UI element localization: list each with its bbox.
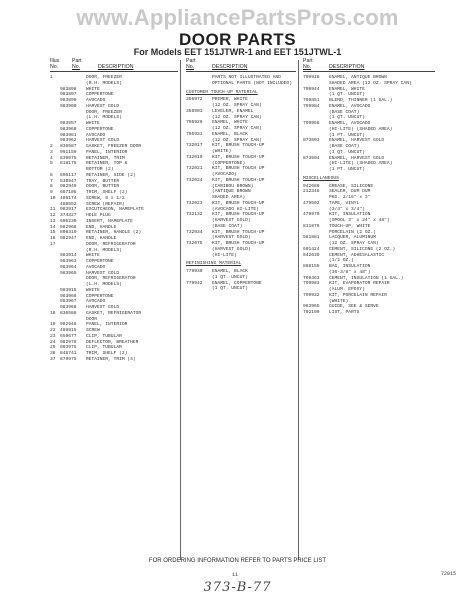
part-description: MISCELLANEOUS [303, 175, 339, 181]
page-title: DOOR PARTS [178, 30, 297, 49]
part-description: (SPOOL 3" x 24" x 48") [329, 218, 390, 223]
illus-number: 14 [50, 224, 56, 230]
part-number: 873504 [303, 155, 320, 161]
part-description: HARVEST GOLD [86, 103, 120, 109]
part-number: 879975 [60, 356, 77, 362]
part-description: KIT, EVAPORATOR REPAIR [329, 281, 390, 287]
part-description: (AVOCADO) [212, 172, 237, 177]
part-description: AVOCADO [86, 264, 106, 270]
part-number: 799983 [303, 281, 320, 287]
section-heading [186, 90, 296, 96]
column-divider [298, 60, 299, 560]
part-description: (HI-LITE) (SHADED AREA) [329, 161, 393, 167]
illus-number: 13 [50, 218, 56, 224]
part-number: 983961 [60, 132, 77, 138]
part-number: 732017 [186, 143, 203, 149]
part-description: TRIM, SHELF (2) [86, 190, 128, 195]
handwritten-note: 373-B-77 [203, 580, 272, 595]
part-number: 732034 [186, 229, 203, 235]
part-description: (R.H. MODELS) [86, 247, 122, 253]
part-description: END, HANDLE [86, 236, 117, 241]
part-description: COPPERTONE [86, 92, 114, 98]
illus-number: 36 [50, 351, 56, 356]
header-description: DESCRIPTION [329, 64, 365, 70]
part-number: 818175 [60, 161, 77, 167]
part-number: 687105 [60, 190, 77, 195]
part-row [186, 253, 296, 259]
part-number: 983957 [60, 121, 77, 126]
part-description: ENAMEL, HARVEST GOLD [329, 138, 385, 144]
part-number: 479970 [303, 212, 320, 218]
part-description: (12 OZ. SPRAY CAN) [329, 241, 379, 246]
part-description: KIT, BRUSH TOUCH-UP [212, 143, 265, 149]
parts-column-2 [186, 58, 296, 292]
part-description: (ALUM. EPOXY) [329, 287, 365, 292]
illus-number: 15 [50, 230, 56, 236]
part-description: TAPE, VINYL [329, 200, 360, 206]
part-number: 732019 [186, 154, 203, 160]
column-3-list [303, 75, 435, 316]
part-number: 799984 [303, 103, 320, 109]
part-description: (12 OZ. SPRAY CAN) [212, 126, 262, 131]
part-description: KIT, BRUSH TOUCH-UP [212, 212, 265, 218]
part-description: RETAINER, SIDE (2) [86, 172, 136, 178]
column-1-list [50, 75, 178, 363]
document-code: 72015 [441, 571, 457, 577]
part-number: 732021 [186, 166, 203, 172]
illus-number: 5 [50, 161, 53, 167]
part-description: ENAMEL, AVOCADO [329, 121, 371, 126]
part-number [186, 253, 212, 259]
part-description: TRAY, BUTTER [86, 178, 120, 184]
part-description: REFINISHING MATERIAL [186, 261, 242, 267]
part-description: ENAMEL, ANTIQUE BROWN [329, 75, 387, 80]
part-description: PORCELAIN (2 OZ.) [329, 229, 376, 235]
part-number: 983900 [60, 103, 77, 109]
header-part: Part [186, 58, 196, 64]
part-number: 732132 [186, 212, 203, 218]
part-number: 732023 [186, 200, 203, 206]
illus-number: 7 [50, 178, 53, 184]
part-number: 991159 [60, 149, 77, 155]
part-description: (1 PT. UNCUT) [329, 132, 365, 138]
part-description: CEMENT, SILICONE (2 OZ.) [329, 246, 396, 252]
part-description: DOOR, FREEZER [86, 109, 122, 115]
part-number: 982948 [60, 322, 77, 328]
column-2-header [186, 58, 296, 72]
part-description: (AVOCADO HI-LITE) [212, 206, 259, 212]
part-description: BOTTOM (2) [86, 167, 114, 172]
part-description: LACQUER, ALUMINUM [329, 235, 376, 241]
part-number: 795931 [186, 131, 203, 137]
part-description: (1 QT. UNCUT) [329, 92, 365, 98]
part-description: ENAMEL, WHITE [212, 120, 248, 126]
part-number: 982968 [60, 224, 77, 230]
part-description: KIT, BRUSH TOUCH-UP [212, 177, 265, 183]
part-number: 530947 [60, 178, 77, 184]
illus-number: 10 [50, 195, 56, 201]
part-description: (COPPERTONE) [212, 160, 246, 166]
part-number: 983967 [60, 299, 77, 305]
part-number: 799851 [303, 98, 320, 103]
header-no: No. [303, 64, 312, 70]
part-description: SCREW, 8 x 1/2 [86, 195, 125, 201]
part-description: ESCUTCHEON, NAMEPLATE [86, 207, 144, 213]
illus-number: 24 [50, 339, 56, 345]
part-description: (WHITE) [329, 298, 349, 304]
part-description: (1 QT. UNCUT) [212, 286, 248, 292]
column-1-header [50, 58, 178, 72]
part-description: PANEL, INTERIOR [86, 322, 128, 328]
part-row [186, 81, 296, 87]
part-number: 799928 [303, 75, 320, 80]
part-description: RETAINER, TRIM [86, 155, 125, 161]
part-number: 983960 [60, 126, 77, 132]
part-description: (ANTIQUE BROWN [212, 189, 251, 195]
part-description: ENAMEL, BLACK [212, 269, 248, 274]
part-description: SHADED AREA (12 OZ. SPRAY CAN) [329, 80, 412, 86]
part-description: HARVEST GOLD [86, 270, 120, 276]
part-number: 983917 [60, 207, 77, 213]
part-number: 811876 [303, 223, 320, 229]
illus-number: 37 [50, 356, 56, 362]
part-number: 873503 [303, 138, 320, 144]
part-number: 983966 [60, 293, 77, 299]
illus-number: 25 [50, 345, 56, 351]
part-number: 795929 [186, 120, 203, 126]
watermark: www.AppliancePartsPros.com [76, 5, 399, 30]
part-number: 605230 [60, 218, 77, 224]
illus-number: 18 [50, 310, 56, 316]
column-2-list [186, 75, 296, 292]
part-number: 836587 [60, 144, 77, 149]
part-description: LIST, PARTS [329, 310, 360, 315]
part-description: CUSTOMER TOUCH-UP MATERIAL [186, 89, 258, 95]
illus-number: 4 [50, 155, 53, 161]
part-number: 868155 [303, 264, 320, 269]
part-number: 836588 [60, 310, 77, 316]
part-description: END, HANDLE [86, 224, 117, 230]
part-number: 983915 [60, 287, 77, 293]
part-row [303, 167, 435, 173]
part-number: 983914 [60, 253, 77, 259]
part-description: (L.H. MODELS) [86, 282, 122, 287]
part-description: (R.H. MODELS) [86, 80, 122, 86]
header-description: DESCRIPTION [98, 64, 134, 70]
part-number: 808319 [60, 230, 77, 236]
part-description: (L.H. MODELS) [86, 115, 122, 121]
illus-number: 6 [50, 172, 53, 178]
page-subtitle: For Models EET 151JTWR-1 and EET 151JTWL-1 [133, 47, 342, 57]
part-description: GASKET, REFRIGERATOR [86, 310, 142, 316]
part-description: COPPERTONE [86, 126, 114, 132]
illus-number: 23 [50, 333, 56, 339]
part-description: OPTIONAL PARTS (NOT INCLUDED) [212, 80, 292, 86]
part-number: 601424 [303, 246, 320, 252]
part-description: DOOR, REFRIGERATOR [86, 276, 136, 282]
part-description: (HI-LITE) (SHADED AREA) [329, 126, 393, 132]
part-number: 659677 [60, 333, 77, 339]
part-number: 799955 [303, 121, 320, 126]
part-number: 982978 [60, 339, 77, 345]
part-description: SEALER, DUM DUM [329, 189, 371, 195]
part-description: HARVEST GOLD [86, 305, 120, 310]
part-description: GREASE, SILICONE [329, 183, 374, 189]
part-description: ENAMEL, BLACK [212, 131, 248, 137]
illus-number: 22 [50, 328, 56, 333]
part-description: TRIM, SHELF (2) [86, 351, 128, 356]
part-number: 983965 [303, 304, 320, 310]
part-description: PKG. 3/16" x 3" [329, 195, 371, 200]
part-description: DOOR, FREEZER [86, 75, 122, 80]
part-description: (1 PT. UNCUT) [329, 167, 365, 172]
part-number: 983963 [60, 259, 77, 264]
part-description: GASKET, FREEZER DOOR [86, 144, 142, 149]
illus-number: 19 [50, 322, 56, 328]
illus-number: 17 [50, 241, 56, 247]
part-description: WHITE [86, 287, 100, 293]
part-number: 374327 [60, 213, 77, 218]
part-description: CLIP, TUBULAR [86, 345, 122, 351]
part-description: (BASE COAT) [329, 144, 360, 149]
parts-column-3 [303, 58, 435, 316]
part-number: 581881 [303, 235, 320, 241]
part-number: 983962 [60, 138, 77, 144]
part-description: KIT, BRUSH TOUCH-UP [212, 200, 265, 206]
part-description: KIT, INSULATION [329, 212, 371, 218]
part-number: 779942 [186, 280, 203, 286]
part-number: 732024 [186, 177, 203, 183]
part-description: CEMENT, INSULATION (1 GAL.) [329, 275, 404, 281]
part-number: 488552 [60, 201, 77, 207]
part-description: BLEND, THINNER (1 GAL.) [329, 98, 393, 103]
parts-column-1 [50, 58, 178, 363]
part-description: (1 QT. UNCUT) [329, 149, 365, 155]
part-description: RETAINER, TOP & [86, 161, 128, 167]
part-number: 542639 [303, 252, 320, 258]
part-description: (WHITE) [212, 149, 232, 154]
part-description: GUIDE, SEE & SERVE [329, 304, 379, 310]
part-description: SCREW (REPAIR) [86, 201, 125, 207]
part-description: ENAMEL, HARVEST GOLD [329, 155, 385, 161]
part-description: AVOCADO [86, 132, 106, 138]
part-number: 983897 [60, 92, 77, 98]
part-description: KIT, BRUSH TOUCH-UP [212, 229, 265, 235]
part-description: (CARIBOU BROWN) [212, 183, 254, 189]
part-description: RETAINER, TRIM (4) [86, 356, 136, 362]
column-divider [180, 60, 181, 560]
section-heading [303, 176, 435, 182]
part-number: 839975 [60, 155, 77, 161]
part-number [186, 81, 212, 87]
column-3-header [303, 58, 435, 72]
part-number: 983965 [60, 270, 77, 276]
part-description: (36-3/8" x 48") [329, 269, 371, 275]
part-row [186, 286, 296, 292]
part-number: 848741 [60, 351, 77, 356]
part-number: 702199 [303, 310, 320, 315]
part-description: WHITE [86, 86, 100, 92]
part-description: (HARVEST GOLD) [212, 235, 251, 241]
part-description: ENAMEL, COPPERTONE [212, 280, 262, 286]
ordering-footer: FOR ORDERING INFORMATION REFER TO PARTS PRICE LIST [148, 558, 327, 564]
part-description: (1 QT. UNCUT) [212, 274, 248, 280]
part-description: (12 OZ. SPRAY CAN) [212, 137, 262, 143]
part-description: KIT, BRUSH TOUCH UP [212, 166, 265, 172]
part-number: 356972 [186, 97, 203, 103]
part-description: CLIP, TUBULAR [86, 333, 122, 339]
illus-number: 16 [50, 236, 56, 241]
part-description: COPPERTONE [86, 259, 114, 264]
part-description: (BASE COAT) [212, 223, 243, 229]
part-number: 488815 [60, 328, 77, 333]
part-description: AVOCADO [86, 98, 106, 103]
part-description: DOOR, BUTTER [86, 184, 120, 190]
section-heading [186, 261, 296, 267]
part-number: 983968 [60, 305, 77, 310]
illus-number: 11 [50, 207, 56, 213]
part-description: BAG, INSULATION [329, 264, 371, 269]
part-description: INSERT, NAMEPLATE [86, 218, 133, 224]
header-illus: Illus. [50, 58, 61, 64]
part-number: 696117 [60, 172, 77, 178]
part-description: HARVEST GOLD [86, 138, 120, 144]
part-description: (HI-LITE) [212, 252, 237, 258]
part-number: 212348 [303, 189, 320, 195]
part-description: KIT, BRUSH TOUCH-UP [212, 241, 265, 246]
part-number: 356903 [186, 108, 203, 114]
part-description: PRIMER, WHITE [212, 97, 248, 103]
part-number: 983964 [60, 264, 77, 270]
part-number: 799932 [303, 292, 320, 298]
part-description: AVOCADO [86, 299, 106, 305]
part-description: (1/2 OZ.) [329, 258, 354, 264]
part-number: 486174 [60, 195, 77, 201]
part-description: WHITE [86, 253, 100, 259]
part-description: KIT, BRUSH TOUCH-UP [212, 154, 265, 160]
illus-number: 3 [50, 149, 53, 155]
illus-number: 8 [50, 184, 53, 190]
header-part: Part [303, 58, 313, 64]
part-description: DOOR [86, 316, 98, 322]
header-no2: No. [72, 64, 81, 70]
header-no: No. [186, 64, 195, 70]
part-description: (3/4" x 3/4") [329, 206, 365, 212]
part-description: RETAINER, HANDLE (2) [86, 230, 142, 236]
part-description: (HARVEST GOLD) [212, 246, 251, 252]
part-description: (1 QT. UNCUT) [329, 115, 365, 121]
part-description: SHADED AREA) [212, 195, 246, 200]
header-part: Part [72, 58, 82, 64]
part-description: COPPERTONE [86, 293, 114, 299]
illus-number: 2 [50, 144, 53, 149]
part-number: 479502 [303, 200, 320, 206]
part-description: PANEL, INTERIOR [86, 149, 128, 155]
part-description: (BASE COAT) [329, 109, 360, 115]
part-description: SCREW [86, 328, 100, 333]
part-row [303, 310, 435, 316]
illus-number: 12 [50, 213, 56, 218]
part-description: WHITE [86, 121, 100, 126]
page-number: 11 [232, 572, 239, 578]
part-number [186, 286, 212, 292]
illus-number: 1 [50, 75, 53, 80]
illus-number: 9 [50, 190, 53, 195]
part-number: 799944 [303, 86, 320, 92]
part-description: ENAMEL, WHITE [329, 86, 365, 92]
header-description: DESCRIPTION [212, 64, 248, 70]
part-number [303, 167, 329, 173]
part-number: 732075 [186, 241, 203, 246]
part-description: LEVELER, ENAMEL [212, 108, 254, 114]
part-number: 983898 [60, 86, 77, 92]
part-number: 942686 [303, 183, 320, 189]
header-no: No. [50, 64, 59, 70]
part-description: TOUCH-UP, WHITE [329, 223, 371, 229]
part-description: DEFLECTOR, BREATHER [86, 339, 139, 345]
part-number: 799463 [303, 275, 320, 281]
part-description: ENAMEL, AVOCADO [329, 103, 371, 109]
part-description: DOOR, REFRIGERATOR [86, 241, 136, 247]
part-description: PARTS NOT ILLUSTRATED AND [212, 75, 281, 80]
part-description: CEMENT, ADHESALASTIC [329, 252, 385, 258]
part-number: 982947 [60, 236, 77, 241]
part-number: 982949 [60, 184, 77, 190]
part-number: 603975 [60, 345, 77, 351]
part-number: 779930 [186, 269, 203, 274]
part-description: (12 OZ. SPRAY CAN) [212, 103, 262, 108]
part-number: 983899 [60, 98, 77, 103]
part-description: (HARVEST GOLD) [212, 218, 251, 223]
part-description: KIT, PORCELAIN REPAIR [329, 292, 387, 298]
part-row [50, 357, 178, 363]
part-description: (12 OZ. SPRAY CAN) [212, 114, 262, 120]
part-description: HOLE PLUG [86, 213, 111, 218]
